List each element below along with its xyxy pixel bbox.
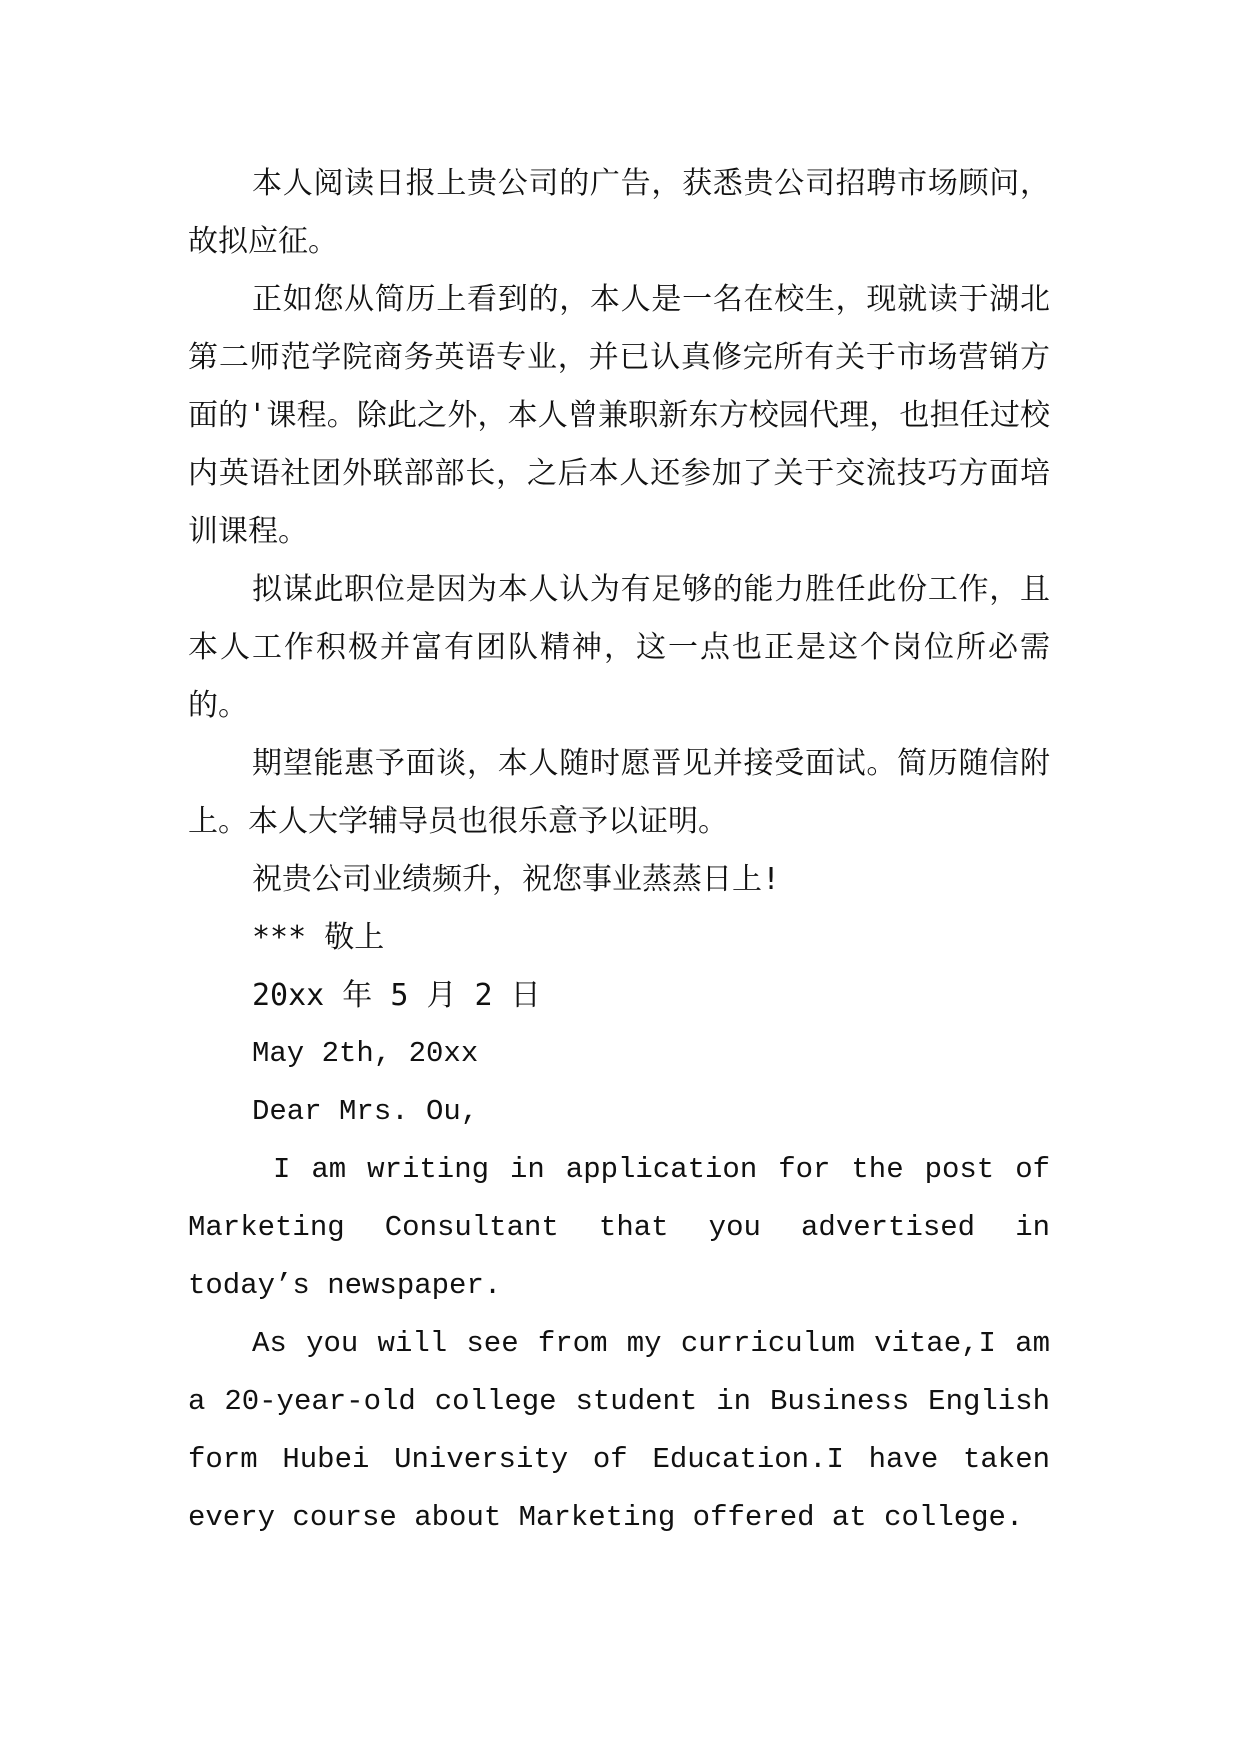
cn-paragraph-motivation: 拟谋此职位是因为本人认为有足够的能力胜任此份工作，且本人工作积极并富有团队精神，这一点也正是这个岗位所必需的。 bbox=[188, 572, 1050, 723]
en-paragraph-application: I am writing in application for the post of Marketing Consultant that you advertised in today’s newspaper. bbox=[188, 1153, 1068, 1302]
cn-paragraph-closing: 祝贵公司业绩频升，祝您事业蒸蒸日上! bbox=[252, 862, 781, 897]
en-paragraph-background: As you will see from my curriculum vitae,I am a 20-year-old college student in Business English form Hubei University of Education.I have taken every course about Marketing offered at college. bbox=[188, 1327, 1068, 1534]
cn-paragraph-background: 正如您从简历上看到的，本人是一名在校生，现就读于湖北第二师范学院商务英语专业，并已认真修完所有关于市场营销方面的'课程。除此之外，本人曾兼职新东方校园代理，也担任过校内英语社团外联部部长，之后本人还参加了关于交流技巧方面培训课程。 bbox=[188, 282, 1050, 549]
cn-signature: *** 敬上 bbox=[252, 920, 385, 955]
letter-body bbox=[188, 155, 1068, 1547]
en-date: May 2th, 20xx bbox=[252, 1037, 479, 1070]
en-salutation: Dear Mrs. Ou, bbox=[252, 1095, 479, 1128]
cn-paragraph-intro: 本人阅读日报上贵公司的广告，获悉贵公司招聘市场顾问，故拟应征。 bbox=[188, 166, 1050, 259]
cn-paragraph-interview: 期望能惠予面谈，本人随时愿晋见并接受面试。简历随信附上。本人大学辅导员也很乐意予以证明。 bbox=[188, 746, 1050, 839]
cn-date: 20xx 年 5 月 2 日 bbox=[252, 978, 541, 1013]
